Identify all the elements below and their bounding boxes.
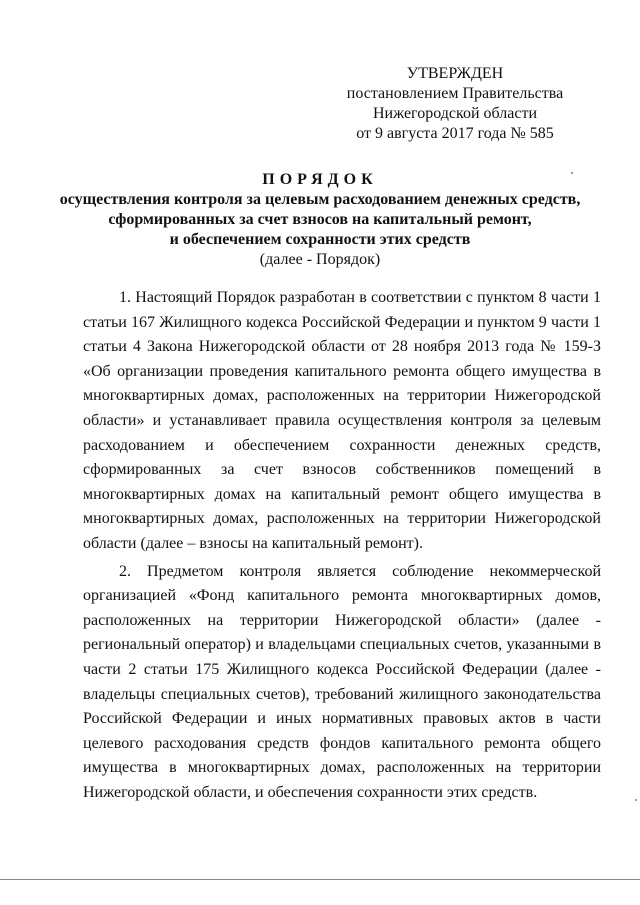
- page-bottom-rule: [0, 879, 640, 880]
- approval-title: УТВЕРЖДЕН: [406, 65, 504, 82]
- paragraph-2: 2. Предметом контроля является соблюдение некоммерческой организацией «Фонд капитального ремонта многоквартирных домов, расположенных на территории Нижегородской области» (далее - региональный оператор) и владельцами специальных счетов, указанными в части 2 статьи 175 Жилищного кодекса Российской Федерации (далее - владельцы специальных счетов), требований жилищного законодательства Российской Федерации и иных нормативных правовых актов в части целевого расходования средств фондов капитального ремонта общего имущества в многоквартирных домах, расположенных на территории Нижегородской области, и обеспечения сохранности этих средств.: [83, 562, 601, 801]
- paragraph-1: 1. Настоящий Порядок разработан в соответствии с пунктом 8 части 1 статьи 167 Жилищного кодекса Российской Федерации и пунктом 9 части 1 статьи 4 Закона Нижегородской области от 28 ноября 2013 года № 159-З «Об организации проведения капитального ремонта общего имущества в многоквартирных домах, расположенных на территории Нижегородской области» и устанавливает правила осуществления контроля за целевым расходованием и обеспечением сохранности денежных средств, сформированных за счет взносов собственников помещений в многоквартирных домах на капитальный ремонт общего имущества в многоквартирных домах, расположенных на территории Нижегородской области (далее – взносы на капитальный ремонт).: [83, 289, 601, 552]
- heading-abbreviation: (далее - Порядок): [259, 251, 381, 268]
- scan-speck: [635, 799, 637, 801]
- heading-line-2: сформированных за счет взносов на капитальный ремонт,: [108, 211, 532, 228]
- approval-region-line: Нижегородской области: [372, 105, 537, 122]
- document-title: ПОРЯДОК: [262, 171, 378, 188]
- heading-line-1: осуществления контроля за целевым расходованием денежных средств,: [59, 191, 581, 208]
- approval-block: [330, 64, 580, 144]
- approval-date-line: от 9 августа 2017 года № 585: [356, 125, 554, 142]
- document-heading: [40, 170, 600, 270]
- approval-decree-line: постановлением Правительства: [346, 85, 564, 102]
- document-body: [83, 286, 601, 805]
- heading-line-3: и обеспечением сохранности этих средств: [169, 231, 471, 248]
